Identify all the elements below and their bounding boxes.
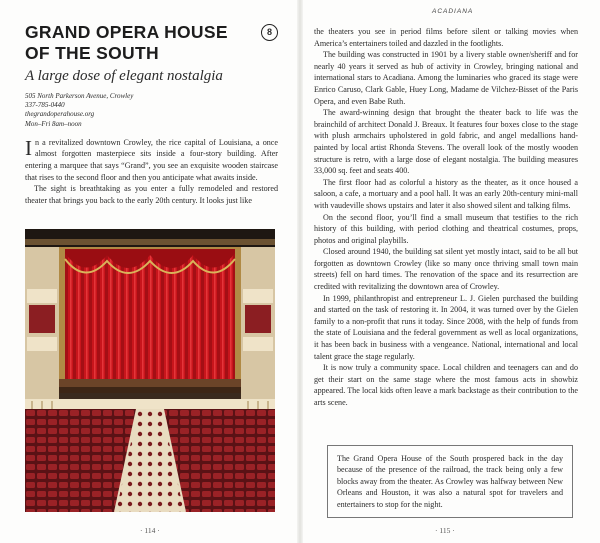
- entry-number-badge: 8: [261, 24, 278, 41]
- venue-phone: 337-785-0440: [25, 101, 65, 110]
- title-row: [25, 22, 278, 64]
- paragraph: It is now truly a community space. Local children and teenagers can and do get their start on the same stage where the most famous acts in showbiz appeared. The local kids often leave a mark backstage as their contribution to the arts scene.: [314, 363, 578, 407]
- paragraph: In a revitalized downtown Crowley, the rice capital of Louisiana, a once almost forgotten masterpiece sits inside a four-story building. After entering a marquee that says “Grand”, you see an exquisite wooden staircase that rises to the second floor and then you anticipate what awaits inside.: [25, 135, 278, 182]
- paragraph: The building was constructed in 1901 by a livery stable owner/sheriff and for nearly 40 years it served as hub of activity in Crowley, bringing national and international stars to Acadiana. Among the luminaries who graced its stage were Enrico Caruso, Clark Gable, Huey Long, Madame de Vilchez-Bisset of the Paris Opera, and even Babe Ruth.: [314, 50, 578, 106]
- venue-info: [25, 92, 278, 129]
- theater-interior-photo: [25, 229, 275, 512]
- venue-website: thegrandoperahouse.org: [25, 110, 95, 119]
- page-subtitle: A large dose of elegant nostalgia: [25, 68, 223, 84]
- page-number-right: · 115 ·: [435, 526, 455, 535]
- paragraph: The award-winning design that brought the theater back to life was the brainchild of architect Donald J. Breaux. It features four boxes close to the stage with plush armchairs upholstered in gold fabric, and angel medallions hand-painted by local artist Rhonda Stevens. The overall look of the mostly wooden structure is retro, with a large dose of elegant nostalgia. The building measures 33,000 sq. feet and seats 400.: [314, 108, 578, 176]
- page-number-left: · 114 ·: [140, 526, 160, 535]
- sidebar-box: The Grand Opera House of the South prospered back in the day because of the presence of the railroad, the track being only a few blocks away from the theater. As Crowley was halfway between New Orleans and Houston, it was also a natural spot for travelers and entertainers to stop for the night.: [327, 445, 573, 518]
- paragraph: The first floor had as colorful a history as the theater, as it once housed a saloon, a cafe, a mortuary and a pool hall. It was an early 20th-century mini-mall with vaudeville shows upstairs and later it also showed silent and talking films.: [314, 177, 578, 210]
- page-title: GRAND OPERA HOUSE OF THE SOUTH: [25, 22, 228, 63]
- paragraph: The sight is breathtaking as you enter a fully remodeled and restored theater that brings you back to the early 20th century. It looks just like: [25, 184, 278, 205]
- paragraph: In 1999, philanthropist and entrepreneur L. J. Gielen purchased the building and started on the task of restoring it. In 2004, it was turned over by the Gielen family to a non-profit that runs it today. Since 2008, with the help of funds from the state of Louisiana and the federal government as well as local organizations, it has been back in business with a vengeance. National, international and local talent grace the stage regularly.: [314, 293, 578, 361]
- running-head: ACADIANA: [432, 8, 474, 15]
- venue-hours: Mon–Fri 8am–noon: [25, 119, 82, 128]
- drop-cap: I: [25, 135, 32, 160]
- right-body-text: [314, 26, 578, 409]
- venue-address: 505 North Parkerson Avenue, Crowley: [25, 92, 134, 100]
- left-body-text: [25, 137, 278, 207]
- paragraph: Closed around 1940, the building sat silent yet mostly intact, said to be all but forgotten as downtown Crowley (like so many once thriving small town main streets) fell on hard times. The renovation of the space and its resurrection are credited with revitalizing the downtown area of Crowley.: [314, 247, 578, 292]
- paragraph: On the second floor, you’ll find a small museum that testifies to the rich history of this building, with period clothing and theatrical costumes, props, photos and original playbills.: [314, 212, 578, 245]
- paragraph: the theaters you see in period films before silent or talking movies when America’s entertainers toiled and dazzled in the footlights.: [314, 27, 578, 48]
